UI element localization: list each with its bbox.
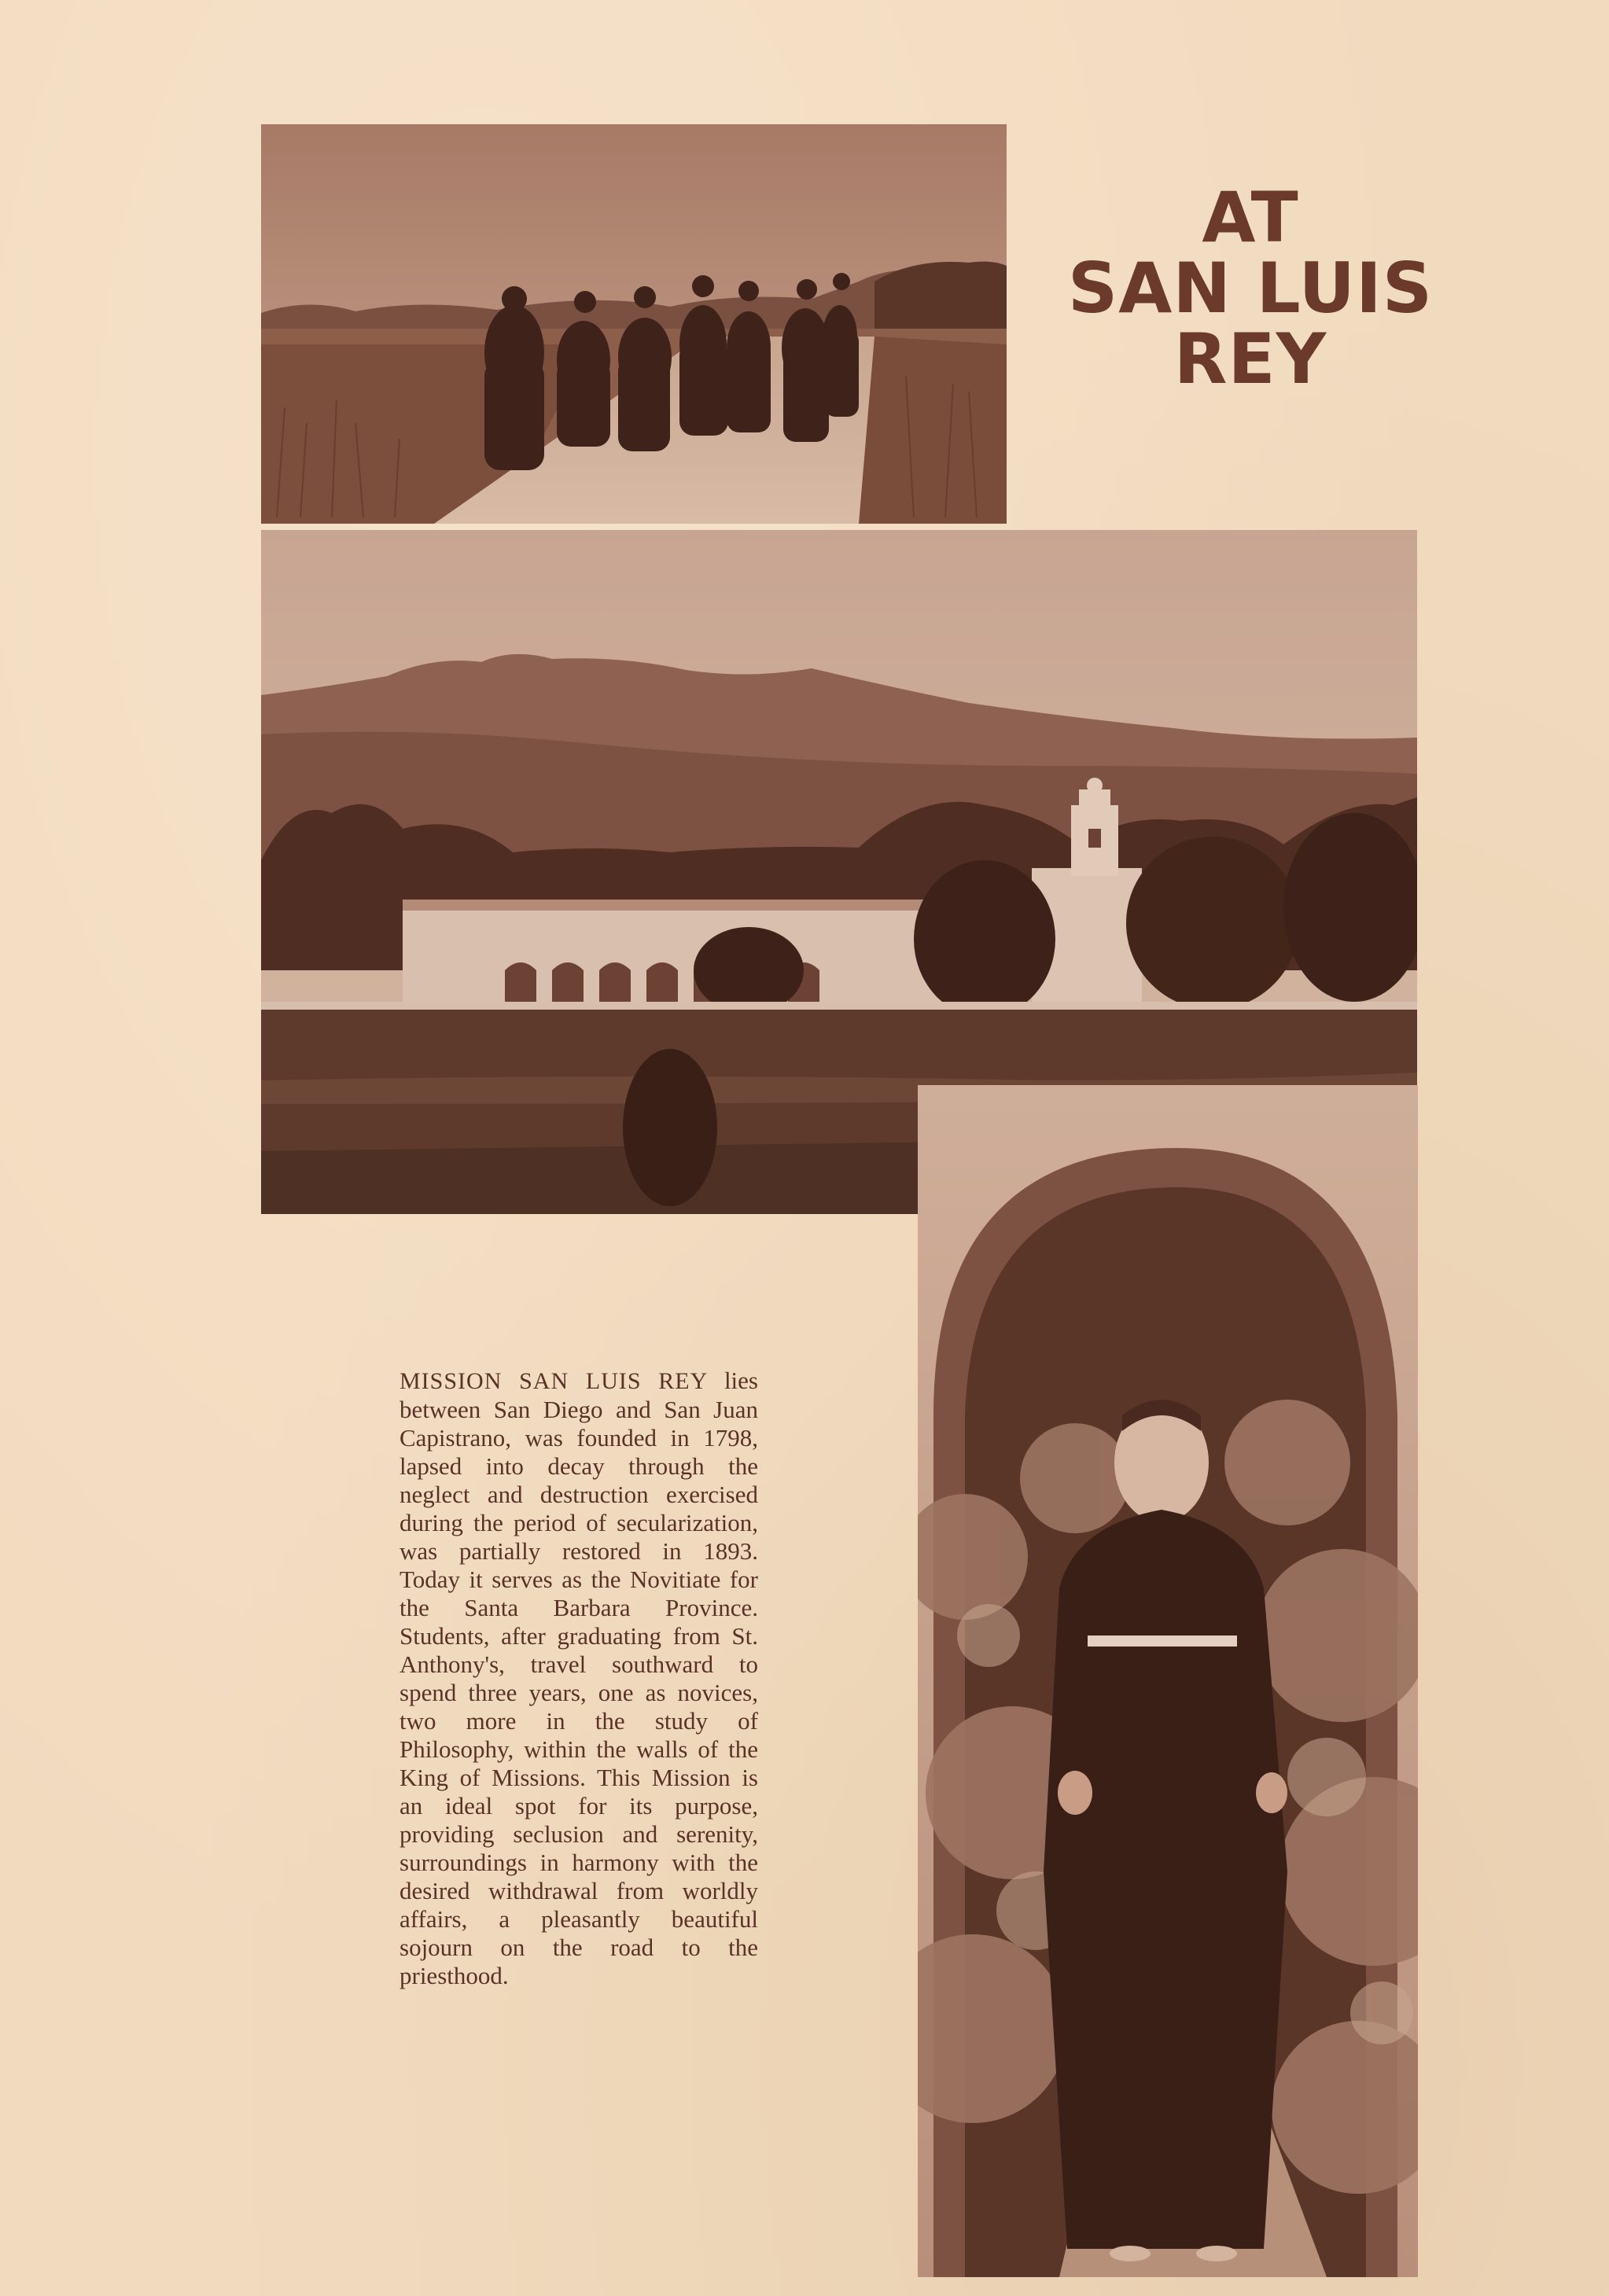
friars-walking-photo — [261, 124, 1007, 524]
headline-line-1: AT — [1202, 177, 1299, 258]
article-body: lies between San Diego and San Juan Capistrano, was founded in 1798, lapsed into decay through the neglect and destruction exercised during the period of secularization, was partially restored in 1893. Today it serves as the Novitiate for the Santa Barbara Province. Students, after graduating from St. Anthony's, travel southward to spend three years, one as novices, two more in the study of Philosophy, within the walls of the King of Missions. This Mission is an ideal spot for its purpose, providing seclusion and serenity, surroundings in harmony with the desired withdrawal from worldly affairs, a pleasantly beautiful sojourn on the road to the priesthood. — [399, 1367, 758, 1989]
headline-line-3: REY — [1173, 318, 1327, 399]
page-headline — [1046, 177, 1455, 399]
headline-line-2: SAN LUIS — [1067, 248, 1434, 329]
article-lead: MISSION SAN LUIS REY — [399, 1368, 724, 1394]
friar-portrait-photo — [918, 1085, 1418, 2277]
article-text — [399, 1367, 758, 1990]
